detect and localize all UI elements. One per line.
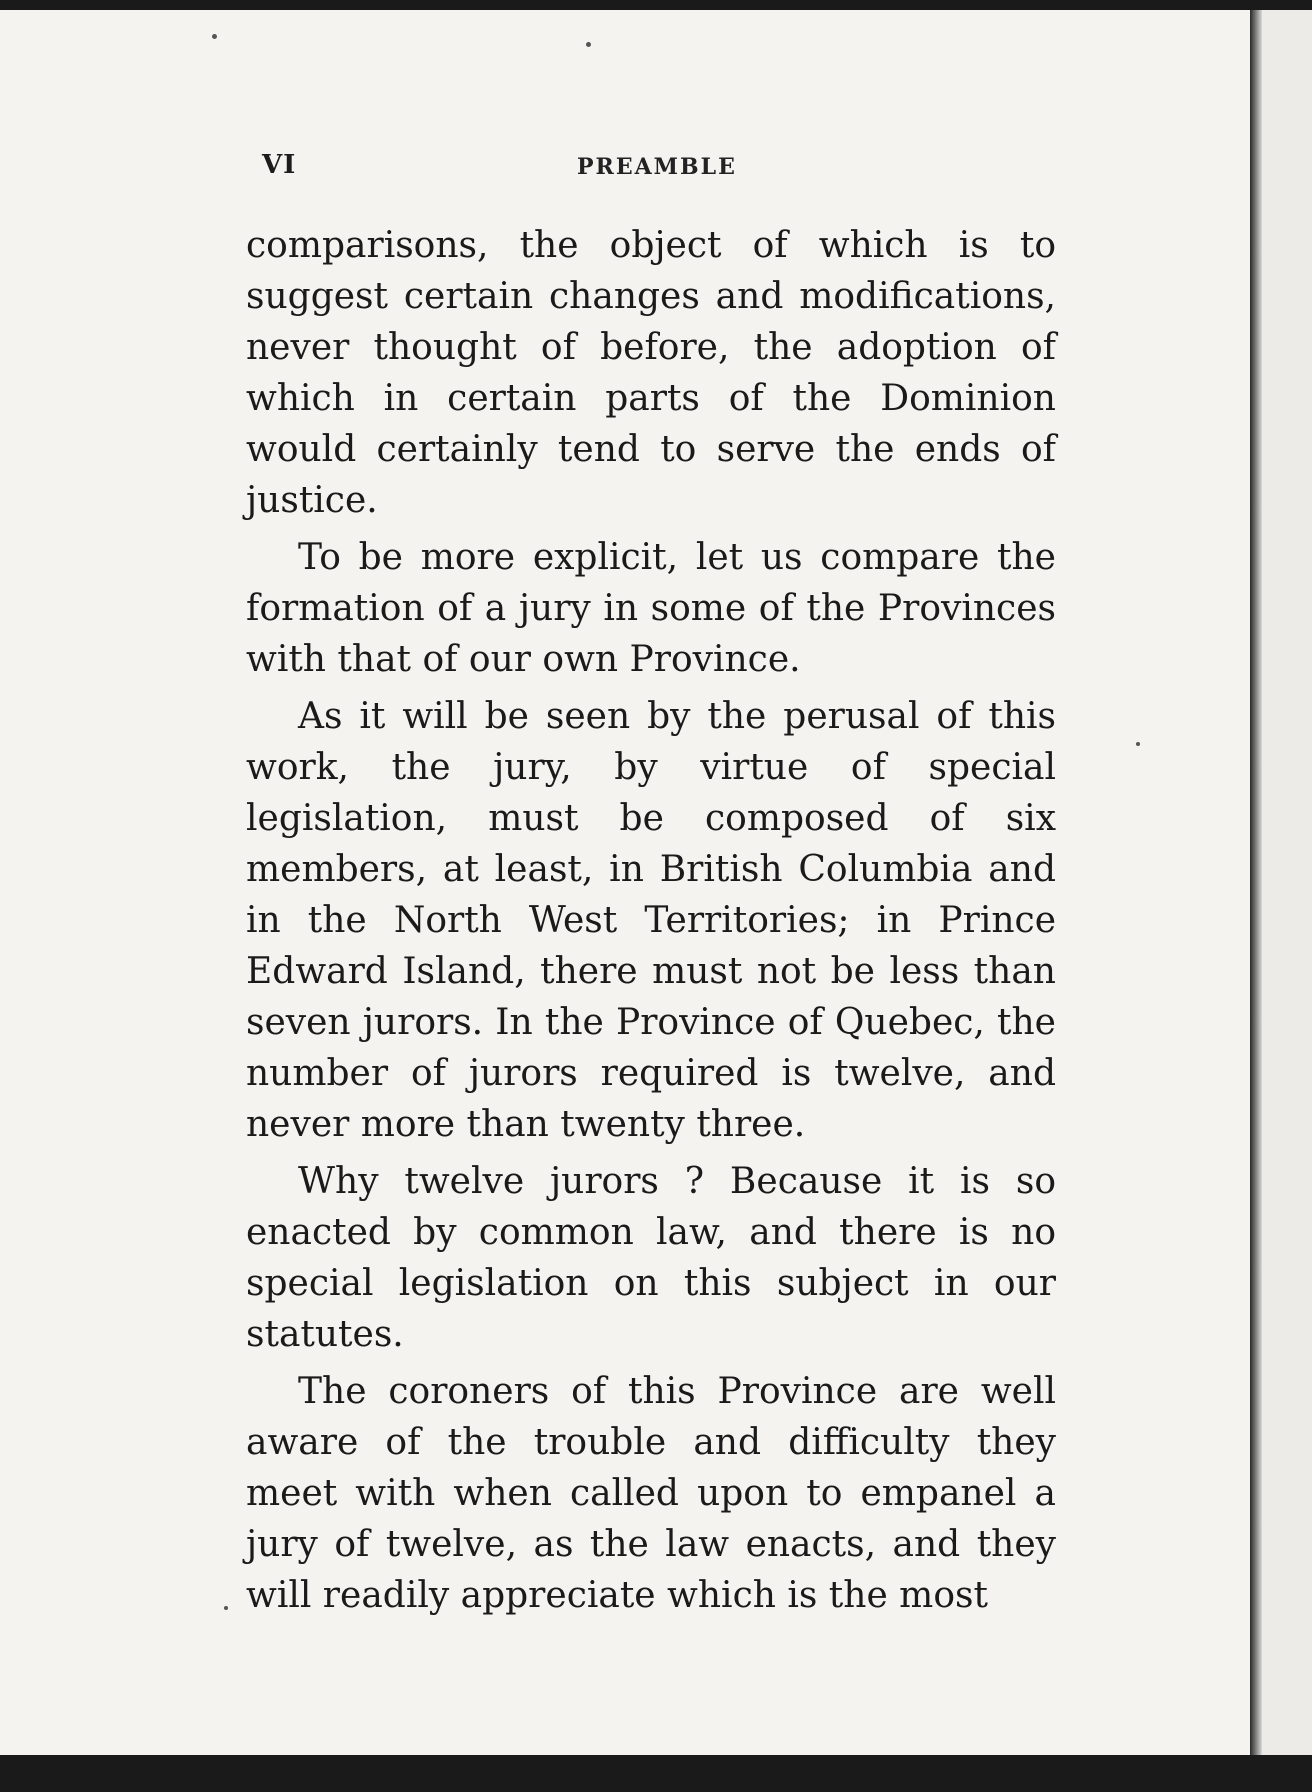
running-head: PREAMBLE bbox=[577, 154, 737, 180]
paragraph: To be more explicit, let us compare the formation of a jury in some of the Provinces with that of our own Province. bbox=[246, 537, 1056, 680]
page-edge bbox=[1250, 10, 1262, 1755]
scan-speck bbox=[1136, 742, 1140, 746]
scan-speck bbox=[212, 34, 217, 39]
scan-border bbox=[0, 1755, 1312, 1792]
body-text bbox=[246, 220, 1056, 1627]
paragraph: As it will be seen by the perusal of this work, the jury, by virtue of special legislation, must be composed of six members, at least, in British Columbia and in the North West Territories; in Prince Edward Island, there must not be less than seven jurors. In the Province of Quebec, the number of jurors required is twelve, and never more than twenty three. bbox=[246, 696, 1056, 1145]
scan-speck bbox=[224, 1606, 228, 1610]
scan-speck bbox=[586, 42, 591, 47]
paragraph: Why twelve jurors ? Because it is so enacted by common law, and there is no special legislation on this subject in our statutes. bbox=[246, 1161, 1056, 1355]
adjacent-page-strip bbox=[1262, 10, 1312, 1755]
paragraph: The coroners of this Province are well aware of the trouble and difficulty they meet with when called upon to empanel a jury of twelve, as the law enacts, and they will readily appreciate which is the most bbox=[246, 1371, 1056, 1616]
page-header bbox=[262, 150, 1062, 190]
page-number: VI bbox=[262, 150, 297, 180]
paragraph: comparisons, the object of which is to suggest certain changes and modifications, never thought of before, the adoption of which in certain parts of the Dominion would certainly tend to serve the ends of justice. bbox=[246, 225, 1056, 521]
